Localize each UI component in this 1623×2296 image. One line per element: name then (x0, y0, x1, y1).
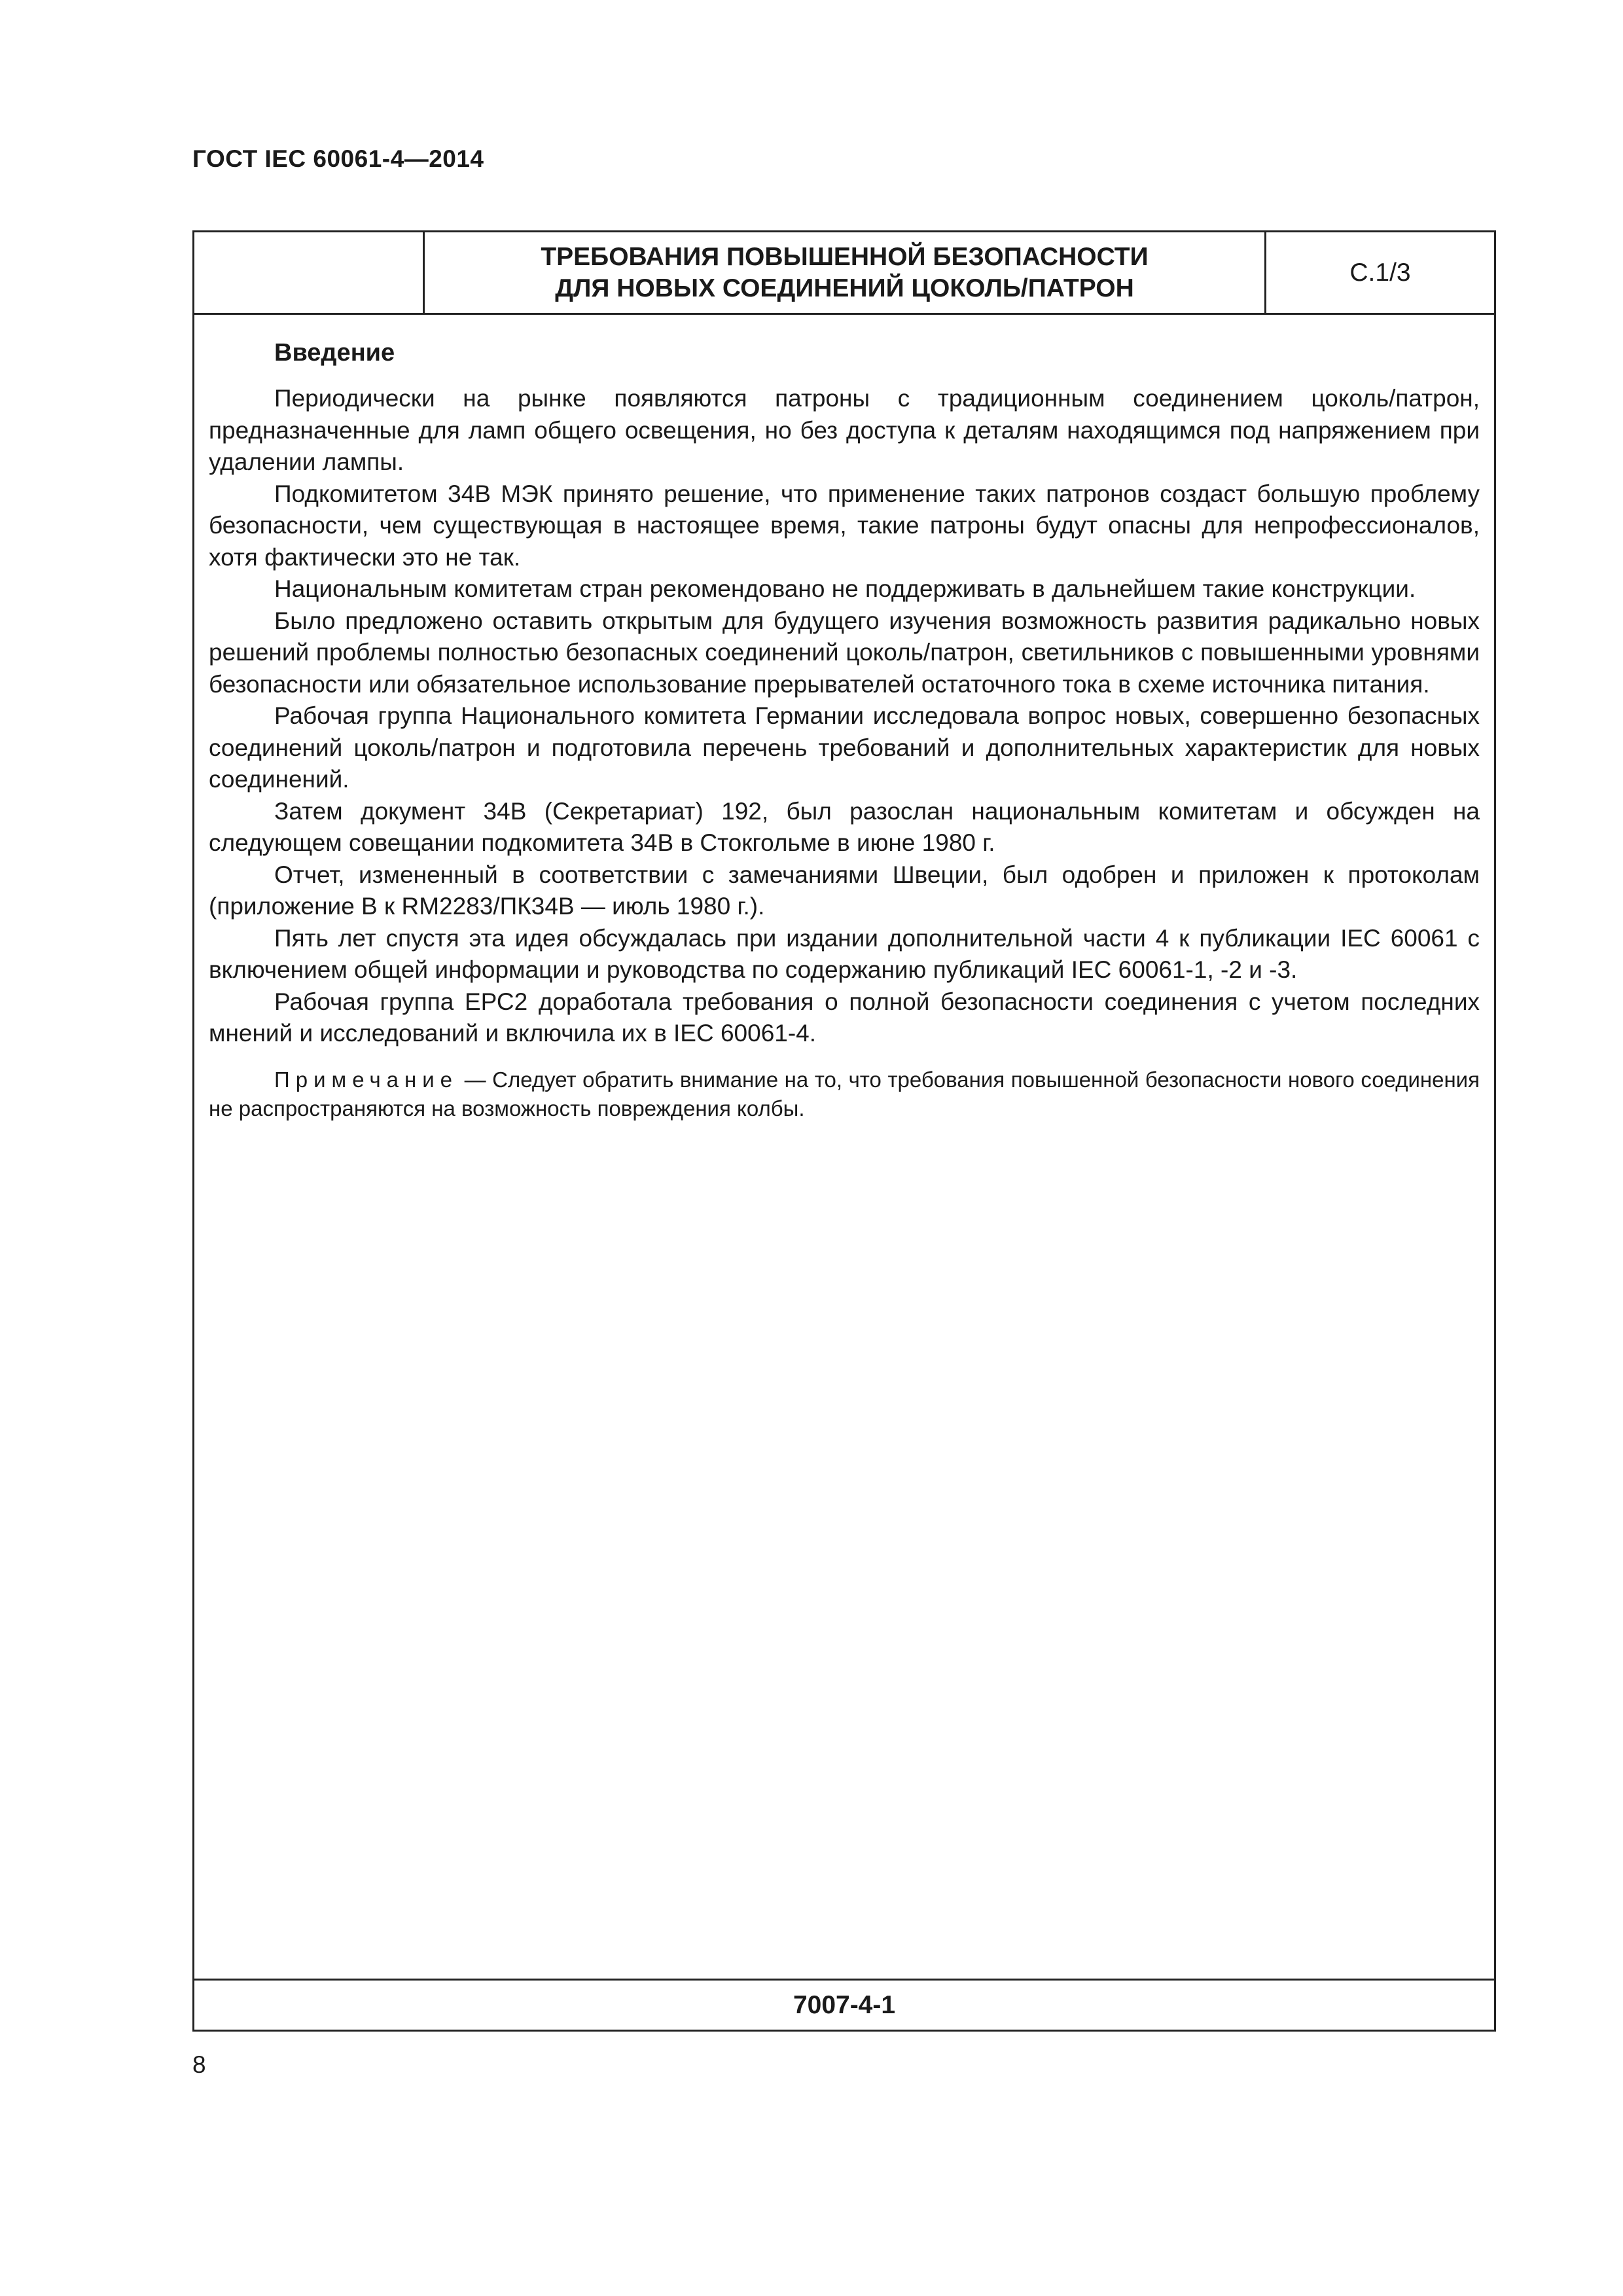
sheet-title-row (194, 232, 1494, 315)
paragraph: Рабочая группа Национального комитета Германии исследовала вопрос новых, совершенно безопасных соединений цоколь/патрон и подготовила перечень требований и дополнительных характеристик для новых соединений. (209, 702, 1480, 793)
sheet-reference: С.1/3 (1349, 258, 1411, 287)
paragraph: Периодически на рынке появляются патроны с традиционным соединением цоколь/патрон, предназначенные для ламп общего освещения, но без доступа к деталям находящимся под напряжением при удалении лампы. (209, 385, 1480, 475)
sheet-content (209, 337, 1480, 1145)
title-cell-empty (194, 232, 425, 313)
note-label: Примечание (274, 1067, 459, 1092)
paragraph: Было предложено оставить открытым для будущего изучения возможность развития радикально новых решений проблемы полностью безопасных соединений цоколь/патрон, светильников с повышенными уровнями безопасности или обязательное использование прерывателей остаточного тока в схеме источника питания. (209, 607, 1480, 698)
section-title: Введение (274, 339, 395, 367)
page-number: 8 (192, 2051, 206, 2078)
sheet-title-line-2: ДЛЯ НОВЫХ СОЕДИНЕНИЙ ЦОКОЛЬ/ПАТРОН (555, 274, 1134, 302)
paragraph: Пять лет спустя эта идея обсуждалась при издании дополнительной части 4 к публикации IEC 60061 с включением общей информации и руководства по содержанию публикаций IEC 60061-1, -2 и -3. (209, 924, 1480, 983)
sheet-title-line-1: ТРЕБОВАНИЯ ПОВЫШЕННОЙ БЕЗОПАСНОСТИ (541, 242, 1149, 271)
paragraph: Отчет, измененный в соответствии с замечаниями Швеции, был одобрен и приложен к протоколам (приложение В к RM2283/ПК34В — июль 1980 г.). (209, 861, 1480, 920)
data-sheet-frame (192, 230, 1496, 2032)
note (209, 1066, 1480, 1123)
sheet-title (425, 232, 1266, 313)
paragraph: Рабочая группа ЕРС2 доработала требования о полной безопасности соединения с учетом последних мнений и исследований и включила их в IEC 60061-4. (209, 988, 1480, 1047)
document-header: ГОСТ IEC 60061-4—2014 (192, 145, 484, 172)
paragraph: Национальным комитетам стран рекомендовано не поддерживать в дальнейшем такие конструкции. (274, 575, 1416, 602)
paragraph: Подкомитетом 34В МЭК принято решение, что применение таких патронов создаст большую проблему безопасности, чем существующая в настоящее время, такие патроны будут опасны для непрофессионалов, хотя фактически это не так. (209, 480, 1480, 571)
paragraph: Затем документ 34В (Секретариат) 192, был разослан национальным комитетам и обсужден на следующем совещании подкомитета 34В в Стокгольме в июне 1980 г. (209, 797, 1480, 856)
sheet-number: 7007-4-1 (194, 1979, 1494, 2030)
note-text: — Следует обратить внимание на то, что требования повышенной безопасности нового соединения не распространяются на возможность повреждения колбы. (209, 1067, 1480, 1121)
